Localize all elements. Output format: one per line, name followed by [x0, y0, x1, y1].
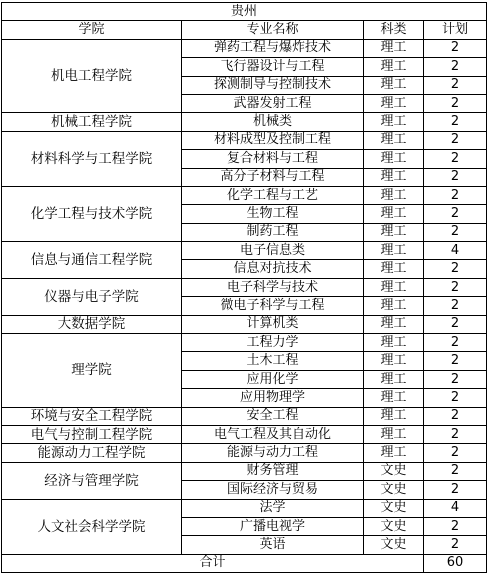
plan-cell: 2	[424, 536, 487, 554]
major-cell: 微电子科学与工程	[182, 297, 364, 315]
college-cell: 大数据学院	[2, 315, 182, 333]
plan-cell: 4	[424, 499, 487, 517]
category-cell: 理工	[364, 94, 424, 112]
college-cell: 仪器与电子学院	[2, 278, 182, 315]
category-cell: 文史	[364, 462, 424, 480]
plan-cell: 4	[424, 242, 487, 260]
major-cell: 英语	[182, 536, 364, 554]
college-cell: 能源动力工程学院	[2, 444, 182, 462]
major-cell: 制药工程	[182, 223, 364, 241]
plan-cell: 2	[424, 352, 487, 370]
major-cell: 能源与动力工程	[182, 444, 364, 462]
category-cell: 理工	[364, 370, 424, 388]
category-cell: 理工	[364, 39, 424, 57]
major-cell: 财务管理	[182, 462, 364, 480]
plan-cell: 2	[424, 113, 487, 131]
plan-cell: 2	[424, 315, 487, 333]
table-row	[2, 334, 487, 352]
table-row	[2, 242, 487, 260]
major-cell: 法学	[182, 499, 364, 517]
table-row	[2, 462, 487, 480]
major-cell: 探测制导与控制技术	[182, 76, 364, 94]
category-cell: 理工	[364, 260, 424, 278]
plan-cell: 2	[424, 297, 487, 315]
college-cell: 化学工程与技术学院	[2, 186, 182, 241]
major-cell: 电子科学与技术	[182, 278, 364, 296]
plan-cell: 2	[424, 260, 487, 278]
category-cell: 文史	[364, 499, 424, 517]
plan-cell: 2	[424, 131, 487, 149]
college-cell: 机械工程学院	[2, 113, 182, 131]
plan-cell: 2	[424, 444, 487, 462]
table-row	[2, 131, 487, 149]
total-label: 合计	[2, 554, 424, 572]
category-cell: 理工	[364, 315, 424, 333]
total-value: 60	[424, 554, 487, 572]
major-cell: 机械类	[182, 113, 364, 131]
major-cell: 化学工程与工艺	[182, 186, 364, 204]
major-cell: 弹药工程与爆炸技术	[182, 39, 364, 57]
plan-cell: 2	[424, 334, 487, 352]
table-row	[2, 499, 487, 517]
college-cell: 环境与安全工程学院	[2, 407, 182, 425]
province-title: 贵州	[2, 3, 487, 21]
major-cell: 生物工程	[182, 205, 364, 223]
category-cell: 理工	[364, 58, 424, 76]
major-cell: 工程力学	[182, 334, 364, 352]
category-cell: 理工	[364, 223, 424, 241]
plan-cell: 2	[424, 389, 487, 407]
header-category: 科类	[364, 21, 424, 39]
category-cell: 理工	[364, 113, 424, 131]
category-cell: 理工	[364, 150, 424, 168]
plan-cell: 2	[424, 205, 487, 223]
major-cell: 复合材料与工程	[182, 150, 364, 168]
category-cell: 理工	[364, 278, 424, 296]
plan-cell: 2	[424, 94, 487, 112]
title-row	[2, 3, 487, 21]
college-cell: 机电工程学院	[2, 39, 182, 113]
college-cell: 理学院	[2, 334, 182, 408]
category-cell: 理工	[364, 407, 424, 425]
groups-body	[2, 39, 487, 554]
plan-cell: 2	[424, 370, 487, 388]
header-major: 专业名称	[182, 21, 364, 39]
header-plan: 计划	[424, 21, 487, 39]
major-cell: 飞行器设计与工程	[182, 58, 364, 76]
plan-cell: 2	[424, 186, 487, 204]
category-cell: 理工	[364, 242, 424, 260]
category-cell: 理工	[364, 186, 424, 204]
category-cell: 理工	[364, 389, 424, 407]
college-cell: 电气与控制工程学院	[2, 425, 182, 443]
plan-cell: 2	[424, 517, 487, 535]
plan-cell: 2	[424, 481, 487, 499]
enrollment-plan-table	[1, 2, 487, 573]
major-cell: 广播电视学	[182, 517, 364, 535]
table-row	[2, 278, 487, 296]
major-cell: 土木工程	[182, 352, 364, 370]
plan-cell: 2	[424, 58, 487, 76]
table-row	[2, 407, 487, 425]
major-cell: 计算机类	[182, 315, 364, 333]
header-college: 学院	[2, 21, 182, 39]
college-cell: 材料科学与工程学院	[2, 131, 182, 186]
major-cell: 应用物理学	[182, 389, 364, 407]
major-cell: 应用化学	[182, 370, 364, 388]
college-cell: 信息与通信工程学院	[2, 242, 182, 279]
header-row	[2, 21, 487, 39]
major-cell: 安全工程	[182, 407, 364, 425]
plan-cell: 2	[424, 407, 487, 425]
total-row	[2, 554, 487, 572]
enrollment-plan-sheet	[1, 2, 487, 573]
category-cell: 理工	[364, 425, 424, 443]
category-cell: 理工	[364, 205, 424, 223]
plan-cell: 2	[424, 76, 487, 94]
plan-cell: 2	[424, 150, 487, 168]
plan-cell: 2	[424, 462, 487, 480]
plan-cell: 2	[424, 278, 487, 296]
category-cell: 理工	[364, 297, 424, 315]
category-cell: 理工	[364, 76, 424, 94]
category-cell: 理工	[364, 334, 424, 352]
table-row	[2, 315, 487, 333]
college-cell: 人文社会科学学院	[2, 499, 182, 554]
table-row	[2, 186, 487, 204]
major-cell: 信息对抗技术	[182, 260, 364, 278]
table-body	[2, 3, 487, 40]
plan-cell: 2	[424, 39, 487, 57]
plan-cell: 2	[424, 425, 487, 443]
table-row	[2, 425, 487, 443]
table-row	[2, 444, 487, 462]
category-cell: 理工	[364, 131, 424, 149]
category-cell: 文史	[364, 536, 424, 554]
plan-cell: 2	[424, 168, 487, 186]
category-cell: 文史	[364, 481, 424, 499]
category-cell: 文史	[364, 517, 424, 535]
table-row	[2, 113, 487, 131]
category-cell: 理工	[364, 168, 424, 186]
category-cell: 理工	[364, 352, 424, 370]
major-cell: 武器发射工程	[182, 94, 364, 112]
college-cell: 经济与管理学院	[2, 462, 182, 499]
major-cell: 材料成型及控制工程	[182, 131, 364, 149]
major-cell: 电气工程及其自动化	[182, 425, 364, 443]
major-cell: 高分子材料与工程	[182, 168, 364, 186]
table-row	[2, 39, 487, 57]
major-cell: 电子信息类	[182, 242, 364, 260]
major-cell: 国际经济与贸易	[182, 481, 364, 499]
total-body	[2, 554, 487, 572]
category-cell: 理工	[364, 444, 424, 462]
plan-cell: 2	[424, 223, 487, 241]
